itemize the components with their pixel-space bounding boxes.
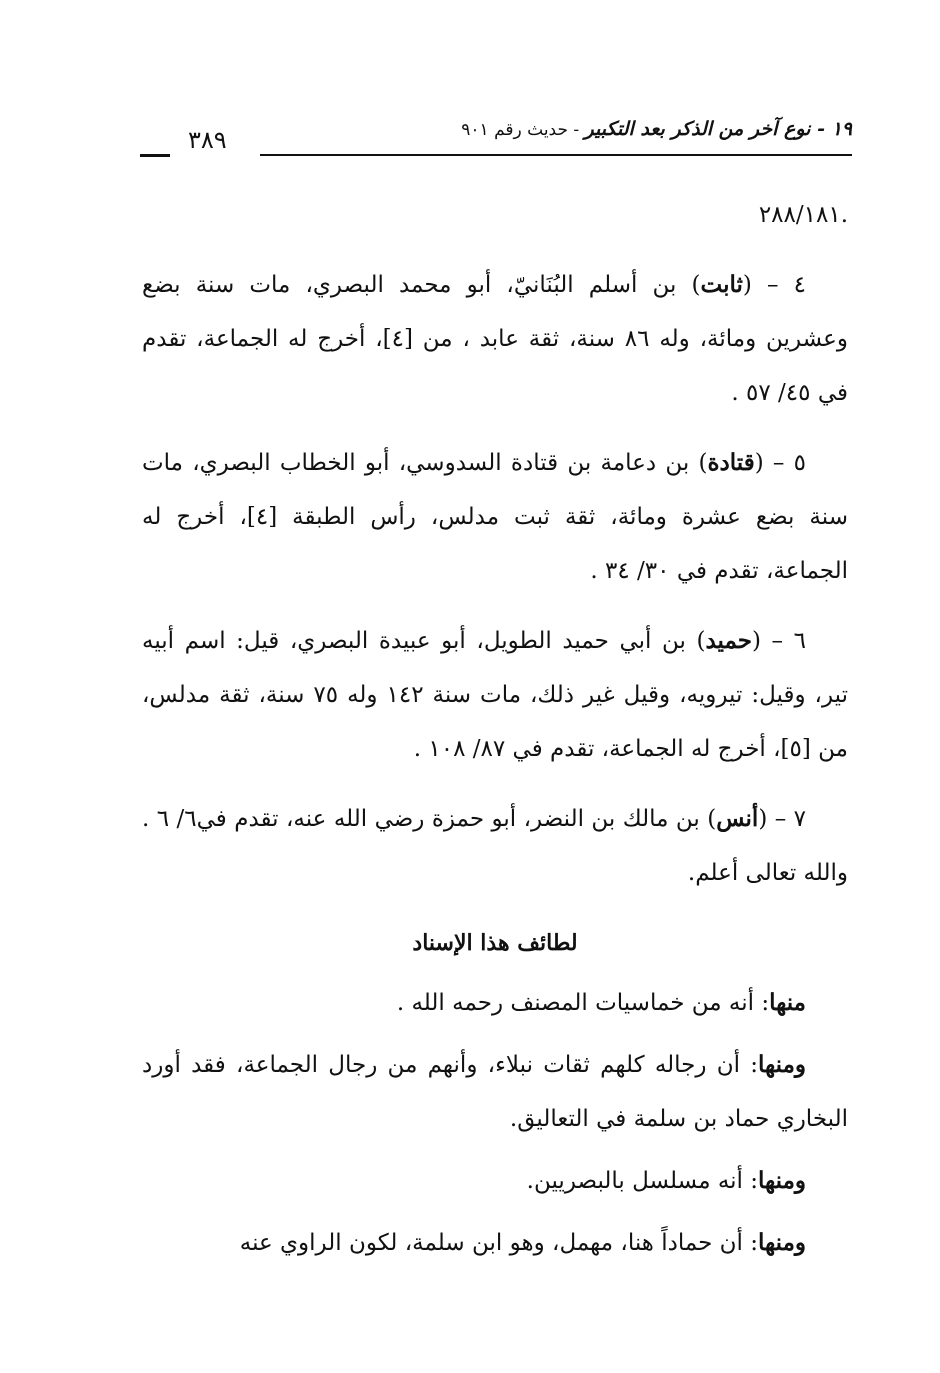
benefit-text: : أن حماداً هنا، مهمل، وهو ابن سلمة، لكون الراوي عنه [239, 1230, 759, 1256]
benefit-lead: ومنها [758, 1051, 806, 1078]
benefit-text: : أنه مسلسل بالبصريين. [526, 1168, 759, 1194]
benefit-paragraph [142, 1216, 848, 1270]
header-rule [260, 154, 852, 156]
running-title-main: ١٩ - نوع آخر من الذكر بعد التكبير [584, 118, 852, 140]
narrator-paragraph-humaid [142, 614, 848, 776]
narrator-number: ٦ – ( [752, 628, 806, 654]
benefit-text: : أنه من خماسيات المصنف رحمه الله . [396, 990, 770, 1016]
benefit-lead: ومنها [758, 1167, 806, 1194]
benefit-lead: ومنها [758, 1229, 806, 1256]
benefit-paragraph [142, 1154, 848, 1208]
paragraph-text: .٢٨٨/١٨١ [758, 202, 848, 228]
page-header [140, 118, 852, 162]
narrator-number: ٧ – ( [758, 806, 806, 832]
benefit-paragraph [142, 1038, 848, 1146]
narrator-paragraph-anas [142, 792, 848, 900]
narrator-name: أنس [716, 805, 759, 832]
narrator-details: ) بن أبي حميد الطويل، أبو عبيدة البصري، قيل: اسم أبيه تير، وقيل: تيرويه، وقيل غير ذلك، مات سنة ١٤٢ وله ٧٥ سنة، ثقة مدلس، من [٥]، أخرج له الجماعة، تقدم في ٨٧/ ١٠٨ . [142, 628, 848, 762]
benefit-lead: منها [769, 989, 806, 1016]
benefit-text: : أن رجاله كلهم ثقات نبلاء، وأنهم من رجال الجماعة، فقد أورد البخاري حماد بن سلمة في التعاليق. [142, 1052, 848, 1132]
narrator-number: ٤ – ( [742, 272, 806, 298]
running-title [461, 118, 852, 140]
narrator-number: ٥ – ( [754, 450, 806, 476]
narrator-paragraph-qatada [142, 436, 848, 598]
page-number: ٣٨٩ [188, 126, 227, 154]
narrator-details: ) بن مالك بن النضر، أبو حمزة رضي الله عنه، تقدم في٦/ ٦ . والله تعالى أعلم. [142, 806, 848, 886]
section-heading: لطائف هذا الإسناد [412, 930, 578, 956]
narrator-name: قتادة [707, 449, 755, 476]
paragraph-continuation [142, 188, 848, 242]
narrator-details: ) بن دعامة بن قتادة السدوسي، أبو الخطاب البصري، مات سنة بضع عشرة ومائة، ثقة ثبت مدلس، رأس الطبقة [٤]، أخرج له الجماعة، تقدم في ٣٠/ ٣٤ . [142, 450, 848, 584]
benefit-paragraph [142, 976, 848, 1030]
running-title-sub: - حديث رقم ٩٠١ [461, 120, 585, 140]
narrator-paragraph-thabit [142, 258, 848, 420]
narrator-name: ثابت [700, 271, 743, 298]
page-number-rule [140, 154, 170, 157]
page-body [142, 188, 848, 1278]
narrator-name: حميد [705, 627, 752, 654]
narrator-details: ) بن أسلم البُنَانيّ، أبو محمد البصري، مات سنة بضع وعشرين ومائة، وله ٨٦ سنة، ثقة عابد ، من [٤]، أخرج له الجماعة، تقدم في ٤٥/ ٥٧ . [142, 272, 848, 406]
